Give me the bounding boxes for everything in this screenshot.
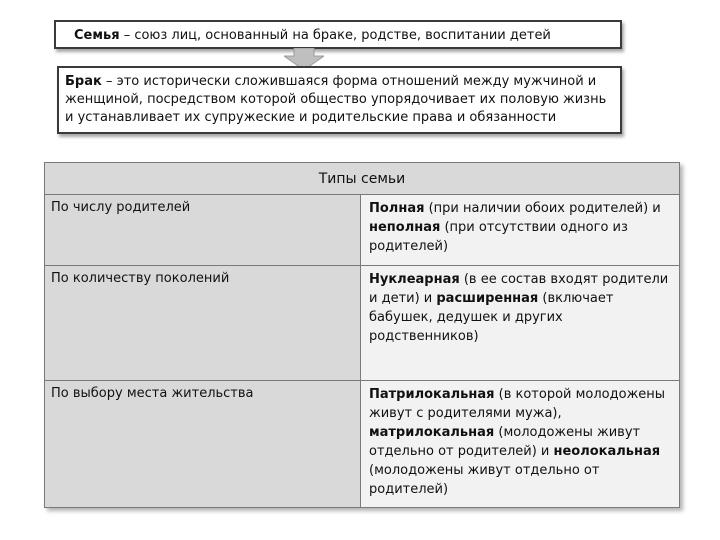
type-description: (в ее состав входят родители и дети) и [369, 272, 669, 306]
criterion-cell: По выбору места жительства [45, 381, 361, 507]
type-description: (молодожены живут отдельно от родителей) [369, 463, 600, 497]
type-term: Нуклеарная [369, 272, 460, 287]
type-term: неолокальная [553, 444, 661, 459]
type-description: (включает бабушек, дедушек и других родственников) [369, 291, 614, 344]
types-cell [361, 195, 679, 265]
type-description: (при отсутствии одного из родителей) [369, 220, 628, 254]
type-description: (в которой молодожены живут с родителями мужа), [369, 387, 666, 421]
marriage-definition-box [57, 66, 622, 134]
table-row [45, 195, 679, 266]
family-types-table [44, 162, 680, 508]
table-row [45, 381, 679, 507]
type-description: (молодожены живут отдельно от родителей) и [369, 425, 641, 459]
type-term: неполная [369, 220, 441, 235]
types-cell [361, 381, 679, 507]
family-definition-text: – союз лиц, основанный на браке, родстве, воспитании детей [119, 28, 551, 43]
criterion-cell: По числу родителей [45, 195, 361, 265]
types-cell [361, 266, 679, 380]
table-title: Типы семьи [45, 163, 679, 195]
type-term: Полная [369, 201, 425, 216]
marriage-definition-text: – это исторически сложившаяся форма отношений между мужчиной и женщиной, посредством которой общество упорядочивает их половую жизнь и устанавливает их супружеские и родительские права и обязанности [65, 74, 607, 125]
family-definition-box [54, 20, 622, 49]
type-description: (при наличии обоих родителей) и [424, 201, 661, 216]
type-term: матрилокальная [369, 425, 495, 440]
type-term: расширенная [436, 291, 539, 306]
family-term: Семья [74, 28, 120, 43]
type-term: Патрилокальная [369, 387, 495, 402]
table-row [45, 266, 679, 381]
marriage-term: Брак [65, 74, 102, 89]
criterion-cell: По количеству поколений [45, 266, 361, 380]
